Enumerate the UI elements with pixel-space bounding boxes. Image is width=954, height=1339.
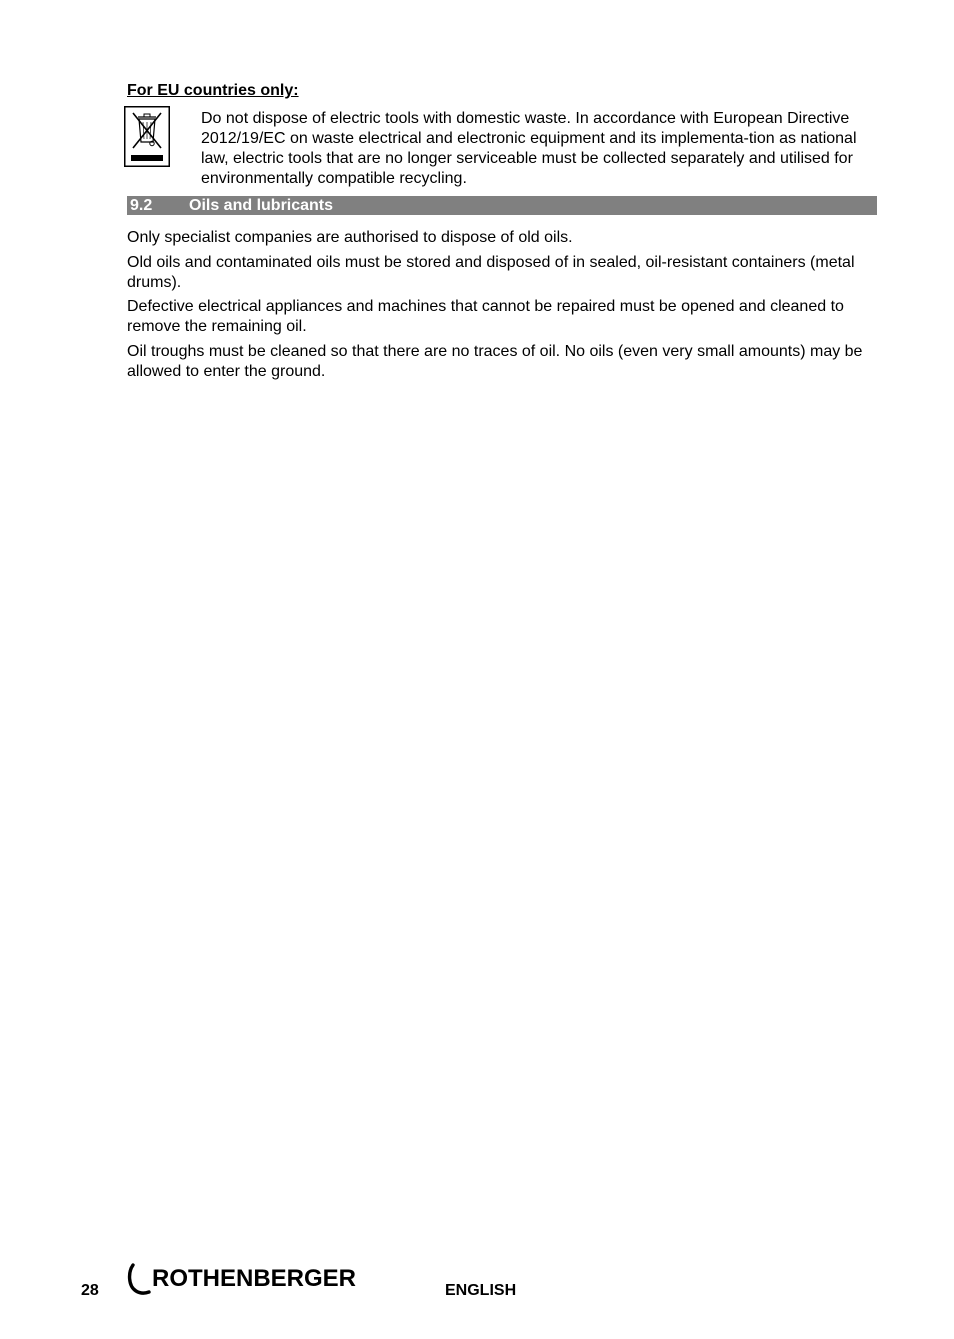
section-title: Oils and lubricants [189,197,334,214]
page-number: 28 [81,1282,99,1299]
paragraph: Oil troughs must be cleaned so that there are no traces of oil. No oils (even very small amounts) may be allowed to enter the ground. [127,342,863,380]
svg-text:ROTHENBERGER: ROTHENBERGER [152,1265,356,1292]
crossed-out-wheelie-bin-icon [124,106,170,167]
paragraph: Defective electrical appliances and machines that cannot be repaired must be opened and cleaned to remove the remaining oil. [127,298,844,335]
rothenberger-logo [126,1262,358,1298]
section-number: 9.2 [130,197,153,214]
paragraph: Old oils and contaminated oils must be stored and disposed of in sealed, oil-resistant containers (metal drums). [127,253,855,291]
eu-disposal-text: Do not dispose of electric tools with domestic waste. In accordance with European Directive 2012/19/EC on waste electrical and electronic equipment and its implementa-tion as national law, electric tools that are no longer serviceable must be collected separately and utilised for environmentally compatible recycling. [201,110,857,187]
language-label: ENGLISH [445,1282,517,1299]
eu-disposal-heading: For EU countries only: [127,82,299,99]
section-header-bar [127,196,877,215]
paragraph: Only specialist companies are authorised to dispose of old oils. [127,229,573,246]
section-body [127,228,879,386]
